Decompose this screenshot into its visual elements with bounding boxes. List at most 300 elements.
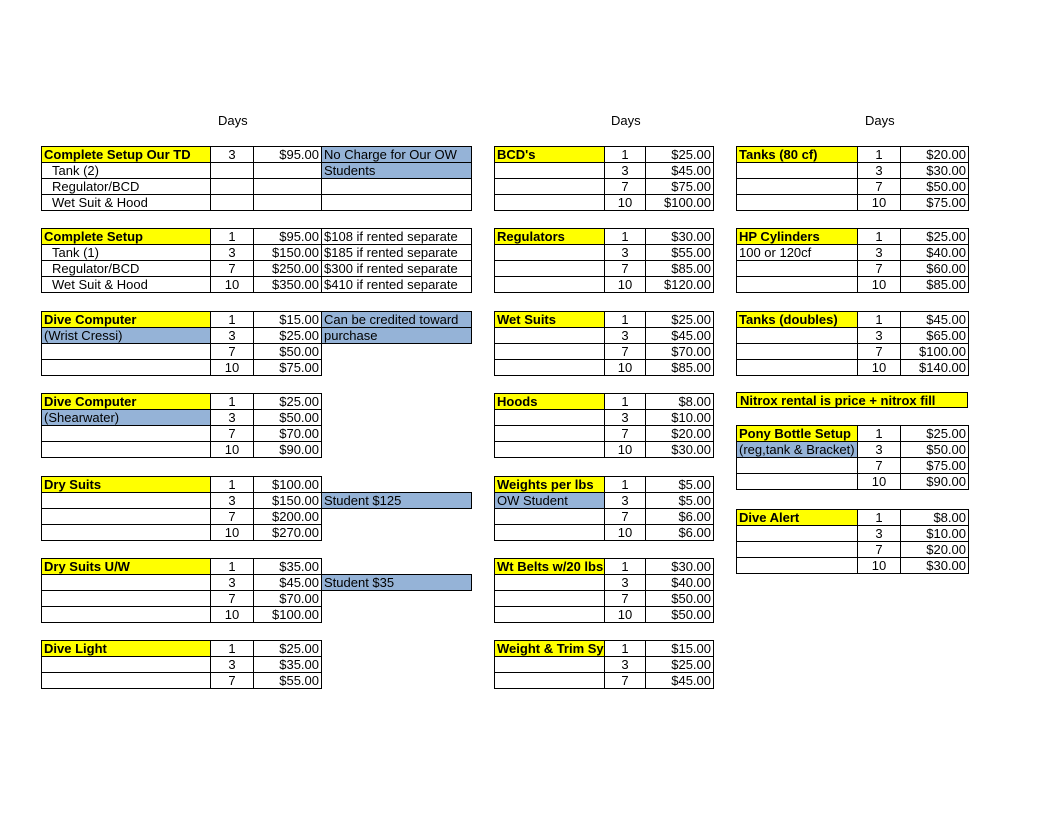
table-row: [495, 426, 714, 442]
table-row: [737, 179, 969, 195]
item-name-cell: [737, 344, 858, 360]
rental-block: [494, 476, 714, 541]
item-name-cell: Weights per lbs: [495, 477, 605, 493]
days-cell: 7: [605, 673, 646, 689]
item-name-cell: [495, 360, 605, 376]
item-name-cell: Wt Belts w/20 lbs: [495, 559, 605, 575]
note-cell: No Charge for Our OW: [322, 147, 472, 163]
note-cell: [322, 477, 472, 493]
days-cell: 3: [211, 493, 254, 509]
table-row: [42, 559, 472, 575]
table-row: [737, 163, 969, 179]
days-cell: 7: [211, 426, 254, 442]
days-header-3: Days: [865, 113, 895, 128]
item-name-cell: [42, 673, 211, 689]
days-cell: 7: [858, 261, 901, 277]
days-cell: 1: [211, 559, 254, 575]
table-row: [495, 442, 714, 458]
table-row: [495, 360, 714, 376]
table-row: [737, 442, 969, 458]
item-name-cell: Dive Alert: [737, 510, 858, 526]
table-row: [737, 147, 969, 163]
table-row: [42, 657, 472, 673]
days-cell: 1: [605, 559, 646, 575]
price-cell: $50.00: [901, 179, 969, 195]
item-name-cell: Wet Suit & Hood: [42, 195, 211, 211]
note-cell: [322, 360, 472, 376]
rental-block: [736, 311, 969, 376]
rental-block: [494, 228, 714, 293]
item-name-cell: [495, 245, 605, 261]
rental-block: [494, 558, 714, 623]
price-cell: $25.00: [254, 641, 322, 657]
price-cell: $45.00: [901, 312, 969, 328]
note-cell: $410 if rented separate: [322, 277, 472, 293]
item-name-cell: [42, 525, 211, 541]
table-row: [495, 525, 714, 541]
days-cell: 3: [605, 410, 646, 426]
price-cell: $45.00: [646, 163, 714, 179]
price-cell: $75.00: [254, 360, 322, 376]
item-name-cell: [737, 360, 858, 376]
days-cell: 1: [605, 147, 646, 163]
table-row: [495, 312, 714, 328]
days-cell: 7: [605, 179, 646, 195]
days-cell: 10: [858, 474, 901, 490]
item-name-cell: Complete Setup: [42, 229, 211, 245]
price-cell: $85.00: [646, 261, 714, 277]
note-cell: purchase: [322, 328, 472, 344]
note-cell: Student $125: [322, 493, 472, 509]
table-row: [737, 328, 969, 344]
price-cell: $75.00: [646, 179, 714, 195]
price-cell: [254, 163, 322, 179]
days-cell: 10: [858, 277, 901, 293]
table-row: [495, 163, 714, 179]
item-name-cell: [737, 458, 858, 474]
table-row: [42, 195, 472, 211]
table-row: [737, 360, 969, 376]
item-name-cell: (reg,tank & Bracket): [737, 442, 858, 458]
days-cell: 3: [211, 575, 254, 591]
table-row: [42, 673, 472, 689]
days-cell: 3: [211, 147, 254, 163]
days-cell: 1: [858, 510, 901, 526]
table-row: [495, 607, 714, 623]
price-cell: $50.00: [254, 410, 322, 426]
item-name-cell: [42, 591, 211, 607]
item-name-cell: [737, 328, 858, 344]
item-name-cell: [495, 328, 605, 344]
price-cell: $85.00: [646, 360, 714, 376]
table-row: [737, 344, 969, 360]
price-cell: $15.00: [254, 312, 322, 328]
item-name-cell: (Shearwater): [42, 410, 211, 426]
note-cell: [322, 344, 472, 360]
price-cell: $50.00: [901, 442, 969, 458]
price-cell: $6.00: [646, 525, 714, 541]
price-cell: $95.00: [254, 229, 322, 245]
price-cell: $25.00: [254, 328, 322, 344]
table-row: [42, 410, 472, 426]
table-row: [737, 261, 969, 277]
price-cell: $25.00: [901, 426, 969, 442]
table-row: [495, 559, 714, 575]
item-name-cell: [495, 607, 605, 623]
price-cell: $75.00: [901, 195, 969, 211]
item-name-cell: [495, 575, 605, 591]
price-cell: [254, 195, 322, 211]
table-row: [42, 229, 472, 245]
table-row: [737, 458, 969, 474]
days-cell: 3: [211, 245, 254, 261]
price-cell: $90.00: [901, 474, 969, 490]
table-row: [42, 277, 472, 293]
days-cell: 10: [211, 360, 254, 376]
table-row: [42, 328, 472, 344]
days-cell: 10: [605, 442, 646, 458]
price-cell: $30.00: [646, 442, 714, 458]
days-cell: 10: [211, 607, 254, 623]
item-name-cell: Regulator/BCD: [42, 179, 211, 195]
item-name-cell: Dive Light: [42, 641, 211, 657]
days-cell: 7: [858, 179, 901, 195]
days-cell: 3: [605, 163, 646, 179]
price-cell: $50.00: [646, 607, 714, 623]
days-cell: 10: [211, 525, 254, 541]
item-name-cell: [495, 673, 605, 689]
price-cell: $25.00: [901, 229, 969, 245]
item-name-cell: [495, 525, 605, 541]
table-row: [495, 493, 714, 509]
table-row: [42, 147, 472, 163]
price-cell: $250.00: [254, 261, 322, 277]
item-name-cell: HP Cylinders: [737, 229, 858, 245]
price-cell: $20.00: [646, 426, 714, 442]
days-cell: 3: [605, 493, 646, 509]
item-name-cell: [42, 426, 211, 442]
price-cell: [254, 179, 322, 195]
days-cell: 1: [605, 641, 646, 657]
price-cell: $25.00: [254, 394, 322, 410]
item-name-cell: Tanks (80 cf): [737, 147, 858, 163]
item-name-cell: [737, 542, 858, 558]
days-header-2: Days: [611, 113, 641, 128]
item-name-cell: [495, 442, 605, 458]
item-name-cell: Complete Setup Our TD: [42, 147, 211, 163]
days-cell: 10: [605, 525, 646, 541]
item-name-cell: [737, 277, 858, 293]
table-row: [737, 510, 969, 526]
price-cell: $20.00: [901, 542, 969, 558]
days-cell: 3: [858, 442, 901, 458]
price-cell: $30.00: [901, 163, 969, 179]
days-cell: 3: [211, 657, 254, 673]
rental-block: [736, 146, 969, 211]
table-row: [42, 261, 472, 277]
days-cell: 3: [858, 328, 901, 344]
days-cell: 10: [211, 277, 254, 293]
days-cell: [211, 195, 254, 211]
rental-block: [494, 146, 714, 211]
days-cell: 1: [858, 229, 901, 245]
price-cell: $45.00: [646, 673, 714, 689]
days-cell: 10: [605, 277, 646, 293]
item-name-cell: [42, 607, 211, 623]
days-cell: 3: [605, 328, 646, 344]
table-row: [737, 312, 969, 328]
note-cell: $108 if rented separate: [322, 229, 472, 245]
item-name-cell: Tank (2): [42, 163, 211, 179]
price-cell: $90.00: [254, 442, 322, 458]
price-cell: $8.00: [901, 510, 969, 526]
item-name-cell: [42, 360, 211, 376]
price-cell: $150.00: [254, 245, 322, 261]
days-cell: 7: [211, 509, 254, 525]
days-cell: 1: [605, 477, 646, 493]
days-cell: 3: [211, 410, 254, 426]
table-row: [42, 312, 472, 328]
table-row: [42, 360, 472, 376]
table-row: [495, 394, 714, 410]
rental-block: [494, 393, 714, 458]
price-cell: $10.00: [901, 526, 969, 542]
item-name-cell: [737, 526, 858, 542]
table-row: [495, 147, 714, 163]
days-cell: 1: [605, 394, 646, 410]
days-cell: 3: [858, 163, 901, 179]
item-name-cell: OW Student: [495, 493, 605, 509]
table-row: [42, 525, 472, 541]
note-cell: Student $35: [322, 575, 472, 591]
price-cell: $10.00: [646, 410, 714, 426]
table-row: [42, 442, 472, 458]
price-cell: $25.00: [646, 147, 714, 163]
item-name-cell: [737, 261, 858, 277]
table-row: [495, 195, 714, 211]
item-name-cell: Tank (1): [42, 245, 211, 261]
item-name-cell: [495, 509, 605, 525]
item-name-cell: Weight & Trim Sy: [495, 641, 605, 657]
price-cell: $25.00: [646, 312, 714, 328]
price-cell: $70.00: [254, 426, 322, 442]
note-cell: [322, 607, 472, 623]
table-row: [495, 328, 714, 344]
item-name-cell: Hoods: [495, 394, 605, 410]
price-cell: $60.00: [901, 261, 969, 277]
days-cell: 3: [858, 245, 901, 261]
price-cell: $40.00: [901, 245, 969, 261]
price-cell: $6.00: [646, 509, 714, 525]
days-cell: 7: [211, 261, 254, 277]
price-cell: $30.00: [646, 229, 714, 245]
price-cell: $75.00: [901, 458, 969, 474]
rental-block: [41, 228, 472, 293]
days-cell: 7: [605, 261, 646, 277]
item-name-cell: Wet Suit & Hood: [42, 277, 211, 293]
days-cell: 7: [605, 591, 646, 607]
days-cell: 1: [858, 147, 901, 163]
table-row: [495, 641, 714, 657]
note-cell: [322, 591, 472, 607]
price-cell: $150.00: [254, 493, 322, 509]
price-cell: $100.00: [646, 195, 714, 211]
days-cell: 7: [858, 344, 901, 360]
table-row: [495, 245, 714, 261]
note-cell: $300 if rented separate: [322, 261, 472, 277]
days-header-1: Days: [218, 113, 248, 128]
days-cell: 3: [605, 245, 646, 261]
item-name-cell: [495, 277, 605, 293]
price-cell: $95.00: [254, 147, 322, 163]
table-row: [495, 575, 714, 591]
price-cell: $5.00: [646, 493, 714, 509]
days-cell: 3: [858, 526, 901, 542]
item-name-cell: [737, 474, 858, 490]
table-row: [42, 575, 472, 591]
price-cell: $270.00: [254, 525, 322, 541]
item-name-cell: [42, 442, 211, 458]
item-name-cell: Dry Suits U/W: [42, 559, 211, 575]
days-cell: 1: [605, 229, 646, 245]
table-row: [42, 163, 472, 179]
item-name-cell: [42, 344, 211, 360]
item-name-cell: Regulator/BCD: [42, 261, 211, 277]
item-name-cell: [495, 344, 605, 360]
price-cell: $8.00: [646, 394, 714, 410]
price-cell: $140.00: [901, 360, 969, 376]
item-name-cell: Tanks (doubles): [737, 312, 858, 328]
price-cell: $50.00: [254, 344, 322, 360]
item-name-cell: [495, 179, 605, 195]
price-cell: $40.00: [646, 575, 714, 591]
note-cell: $185 if rented separate: [322, 245, 472, 261]
table-row: [42, 394, 472, 410]
days-cell: 10: [858, 195, 901, 211]
note-cell: [322, 509, 472, 525]
note-cell: Students: [322, 163, 472, 179]
days-cell: [211, 163, 254, 179]
note-cell: [322, 641, 472, 657]
price-cell: $35.00: [254, 559, 322, 575]
item-name-cell: [495, 426, 605, 442]
item-name-cell: [42, 493, 211, 509]
table-row: [737, 229, 969, 245]
table-row: [42, 179, 472, 195]
days-cell: 1: [211, 229, 254, 245]
item-name-cell: [737, 195, 858, 211]
days-cell: 7: [605, 426, 646, 442]
item-name-cell: [42, 657, 211, 673]
days-cell: 10: [211, 442, 254, 458]
note-cell: [322, 426, 472, 442]
note-cell: [322, 673, 472, 689]
days-cell: 1: [858, 426, 901, 442]
item-name-cell: Dry Suits: [42, 477, 211, 493]
days-cell: 7: [858, 542, 901, 558]
price-cell: $20.00: [901, 147, 969, 163]
days-cell: 7: [211, 591, 254, 607]
item-name-cell: [495, 591, 605, 607]
item-name-cell: [495, 195, 605, 211]
price-cell: $70.00: [254, 591, 322, 607]
days-cell: 1: [858, 312, 901, 328]
table-row: [737, 277, 969, 293]
rental-block: [736, 425, 969, 490]
days-cell: 7: [211, 673, 254, 689]
price-cell: $100.00: [254, 607, 322, 623]
nitrox-banner: Nitrox rental is price + nitrox fill: [736, 392, 968, 408]
table-row: [737, 558, 969, 574]
note-cell: [322, 179, 472, 195]
price-cell: $200.00: [254, 509, 322, 525]
table-row: [495, 277, 714, 293]
note-cell: [322, 394, 472, 410]
days-cell: 7: [605, 509, 646, 525]
table-row: [495, 344, 714, 360]
table-row: [737, 195, 969, 211]
table-row: [495, 229, 714, 245]
price-cell: $55.00: [254, 673, 322, 689]
table-row: [737, 542, 969, 558]
days-cell: 10: [605, 607, 646, 623]
note-cell: [322, 410, 472, 426]
item-name-cell: Regulators: [495, 229, 605, 245]
price-cell: $25.00: [646, 657, 714, 673]
note-cell: [322, 195, 472, 211]
note-cell: [322, 442, 472, 458]
item-name-cell: [737, 558, 858, 574]
days-cell: 10: [858, 360, 901, 376]
note-cell: Can be credited toward: [322, 312, 472, 328]
days-cell: 7: [605, 344, 646, 360]
price-cell: $30.00: [901, 558, 969, 574]
days-cell: 3: [211, 328, 254, 344]
table-row: [42, 245, 472, 261]
item-name-cell: (Wrist Cressi): [42, 328, 211, 344]
item-name-cell: [737, 163, 858, 179]
price-cell: $5.00: [646, 477, 714, 493]
table-row: [495, 261, 714, 277]
price-cell: $50.00: [646, 591, 714, 607]
table-row: [737, 526, 969, 542]
item-name-cell: [495, 410, 605, 426]
note-cell: [322, 657, 472, 673]
item-name-cell: 100 or 120cf: [737, 245, 858, 261]
table-row: [495, 179, 714, 195]
item-name-cell: Dive Computer: [42, 312, 211, 328]
price-cell: $100.00: [254, 477, 322, 493]
item-name-cell: Pony Bottle Setup: [737, 426, 858, 442]
rental-block: [736, 509, 969, 574]
price-cell: $30.00: [646, 559, 714, 575]
table-row: [42, 641, 472, 657]
table-row: [495, 509, 714, 525]
table-row: [737, 474, 969, 490]
rental-block: [494, 311, 714, 376]
days-cell: 1: [211, 312, 254, 328]
table-row: [737, 245, 969, 261]
note-cell: [322, 559, 472, 575]
table-row: [42, 509, 472, 525]
days-cell: 7: [211, 344, 254, 360]
rental-block: [41, 476, 472, 541]
rental-block: [41, 146, 472, 211]
days-cell: 3: [605, 657, 646, 673]
rental-block: [736, 228, 969, 293]
days-cell: 1: [211, 641, 254, 657]
rental-block: [41, 558, 472, 623]
